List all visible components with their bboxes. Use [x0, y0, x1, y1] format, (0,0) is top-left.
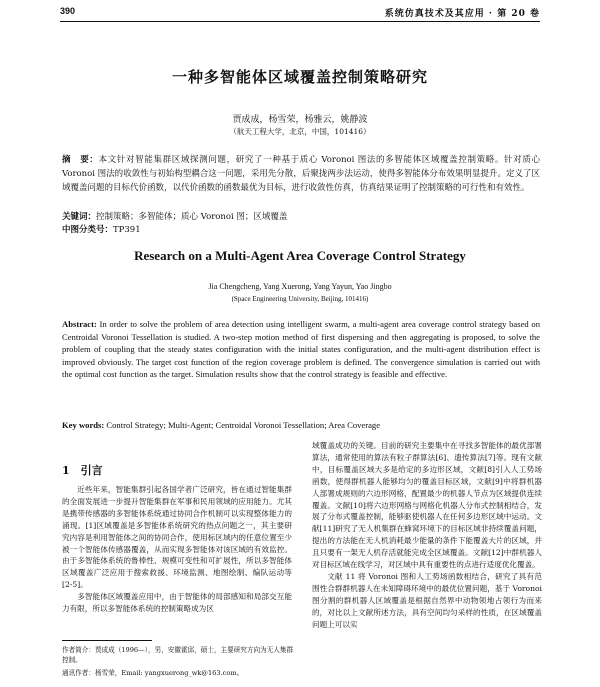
clc-label: 中图分类号：	[62, 225, 114, 235]
authors-english: Jia Chengcheng, Yang Xuerong, Yang Yayun, Yao Jingbo	[208, 282, 392, 291]
journal-name: 系统仿真技术及其应用 · 第 20 卷	[384, 9, 540, 19]
body-paragraph: 域覆盖成功的关键。目前的研究主要集中在寻找多智能体的最优部署算法，通常使用的算法有粒子群算法[6]、遗传算法[7]等。现有文献中，目标覆盖区域大多是给定的多边形区域，文献[8]引入人工势场函数，使得群机器人能够均匀的覆盖目标区域，文献[9]中将群机器人部署成规则的六边形网格，配置最少的机器人节点为区域提供连续覆盖。文献[10]将六边形网格与网格化机器人分布式控制相结合，发展了分布式覆盖控制，能够驱使机器人在任何多边形区域中运动。文献[11]研究了无人机集群在蜂窝环境下的目标区域非持续覆盖问题，提出的方法能在无人机消耗最少能量的条件下能覆盖大片的区域，并且只要有一架无人机存活就能完成全区域覆盖。文献[12]中群机器人对目标区域在线学习，对区域中具有重要性的点进行适度优化覆盖。	[312, 441, 542, 570]
abstract-cn-label: 摘 要：	[62, 155, 99, 165]
body-paragraph: 多智能体区域覆盖应用中，由于智能体的局部感知和局部交互能力有限，所以多智能体系统的控制策略成为区	[62, 592, 292, 614]
affiliation-chinese: （航天工程大学，北京，中国，101416）	[229, 127, 371, 136]
footnote-rule	[62, 640, 152, 641]
affiliation-english: (Space Engineering University, Beijing, 101416)	[231, 295, 369, 303]
keywords-en-text: Control Strategy; Multi-Agent; Centroidal Voronoi Tessellation; Area Coverage	[104, 420, 381, 430]
keywords-english	[62, 420, 540, 430]
abstract-chinese	[62, 153, 540, 195]
page-number: 390	[60, 6, 76, 16]
body-paragraph: 文献 11 将 Voronoi 图和人工势场函数相结合，研究了具有范围性合群群机器人在未知障碍环境中的最优位置问题，基于 Voronoi 图分割的群机器人区域覆盖是根据自然界中动物领地占领行为而来的，对比以上文献所述方法，具有空间均匀采样的性质，在区域覆盖问题上可以实	[312, 571, 542, 629]
body-column-left	[62, 484, 292, 615]
section-heading-introduction: 1 引言	[62, 464, 103, 477]
footnote-author-bio: 作者简介：贾成成（1996—），男，安徽霍邱，硕士，主要研究方向为无人集群控制。	[62, 646, 294, 664]
title-english: Research on a Multi-Agent Area Coverage Control Strategy	[134, 248, 466, 263]
footnote-corresponding-author: 通讯作者：杨雪荣，Email: yangxuerong_wk@163.com。	[62, 669, 244, 677]
keywords-chinese	[62, 210, 287, 222]
abstract-en-label: Abstract:	[62, 319, 97, 329]
clc-text: TP391	[113, 225, 141, 235]
authors-chinese: 贾成成，杨雪荣，杨雅云，姚静波	[232, 115, 368, 125]
abstract-cn-text: 本文针对智能集群区域探测问题，研究了一种基于质心 Voronoi 图法的多智能体区域覆盖控制策略。针对质心 Voronoi 图法的收敛性与初始构型耦合这一问题，采用先分散，后聚拢两步法运动，使得多智能体分布效果明显提升。定义了区域覆盖问题的目标代价函数，以代价函数的函数最优为目标，进行收敛性仿真，仿真结果证明了控制策略的可行性和有效性。	[62, 155, 540, 193]
title-chinese: 一种多智能体区域覆盖控制策略研究	[171, 68, 428, 86]
body-column-right	[312, 440, 542, 631]
keywords-cn-text: 控制策略；多智能体；质心 Voronoi 图；区域覆盖	[96, 212, 288, 222]
body-paragraph: 近些年来，智能集群引起各国学者广泛研究，皆在通过智能集群的全面发展进一步提升智能集群在军事和民用领域的应用能力。尤其是携带传感器的多智能体系统通过协同合作机制可以实现整体能力的涌现。[1]区域覆盖是多智能体系统研究的热点问题之一，其主要研究内容是利用智能体之间的协同合作，使用标区域内的任意位置至少被一个智能体传感器覆盖，从而实现多智能体对该区域的有效监控。由于多智能体系统的鲁棒性、规模可变性和可扩展性，所以多智能体区域覆盖广泛应用于搜索救援、环境监测、地图绘制、编队运动等[2-5]。	[62, 485, 292, 590]
abstract-english	[62, 318, 540, 381]
keywords-en-label: Key words:	[62, 420, 105, 430]
running-header	[60, 6, 540, 20]
abstract-en-text: In order to solve the problem of area detection using intelligent swarm, a multi-agent area coverage control strategy based on Centroidal Voronoi Tessellation is studied. A two-step motion method of first dispersing and then aggregating is proposed, to solve the problem of coupling that the steady states configuration with the initial states configuration, and the multi-agent distribution effect is improved obviously. The target cost function of the region coverage problem is defined. The convergence simulation is carried out with the optimal cost function as the target. Simulation results show that the control strategy is feasible and effective.	[62, 319, 540, 380]
clc-number	[62, 223, 141, 235]
header-rule	[60, 21, 540, 22]
keywords-cn-label: 关键词：	[62, 212, 97, 222]
